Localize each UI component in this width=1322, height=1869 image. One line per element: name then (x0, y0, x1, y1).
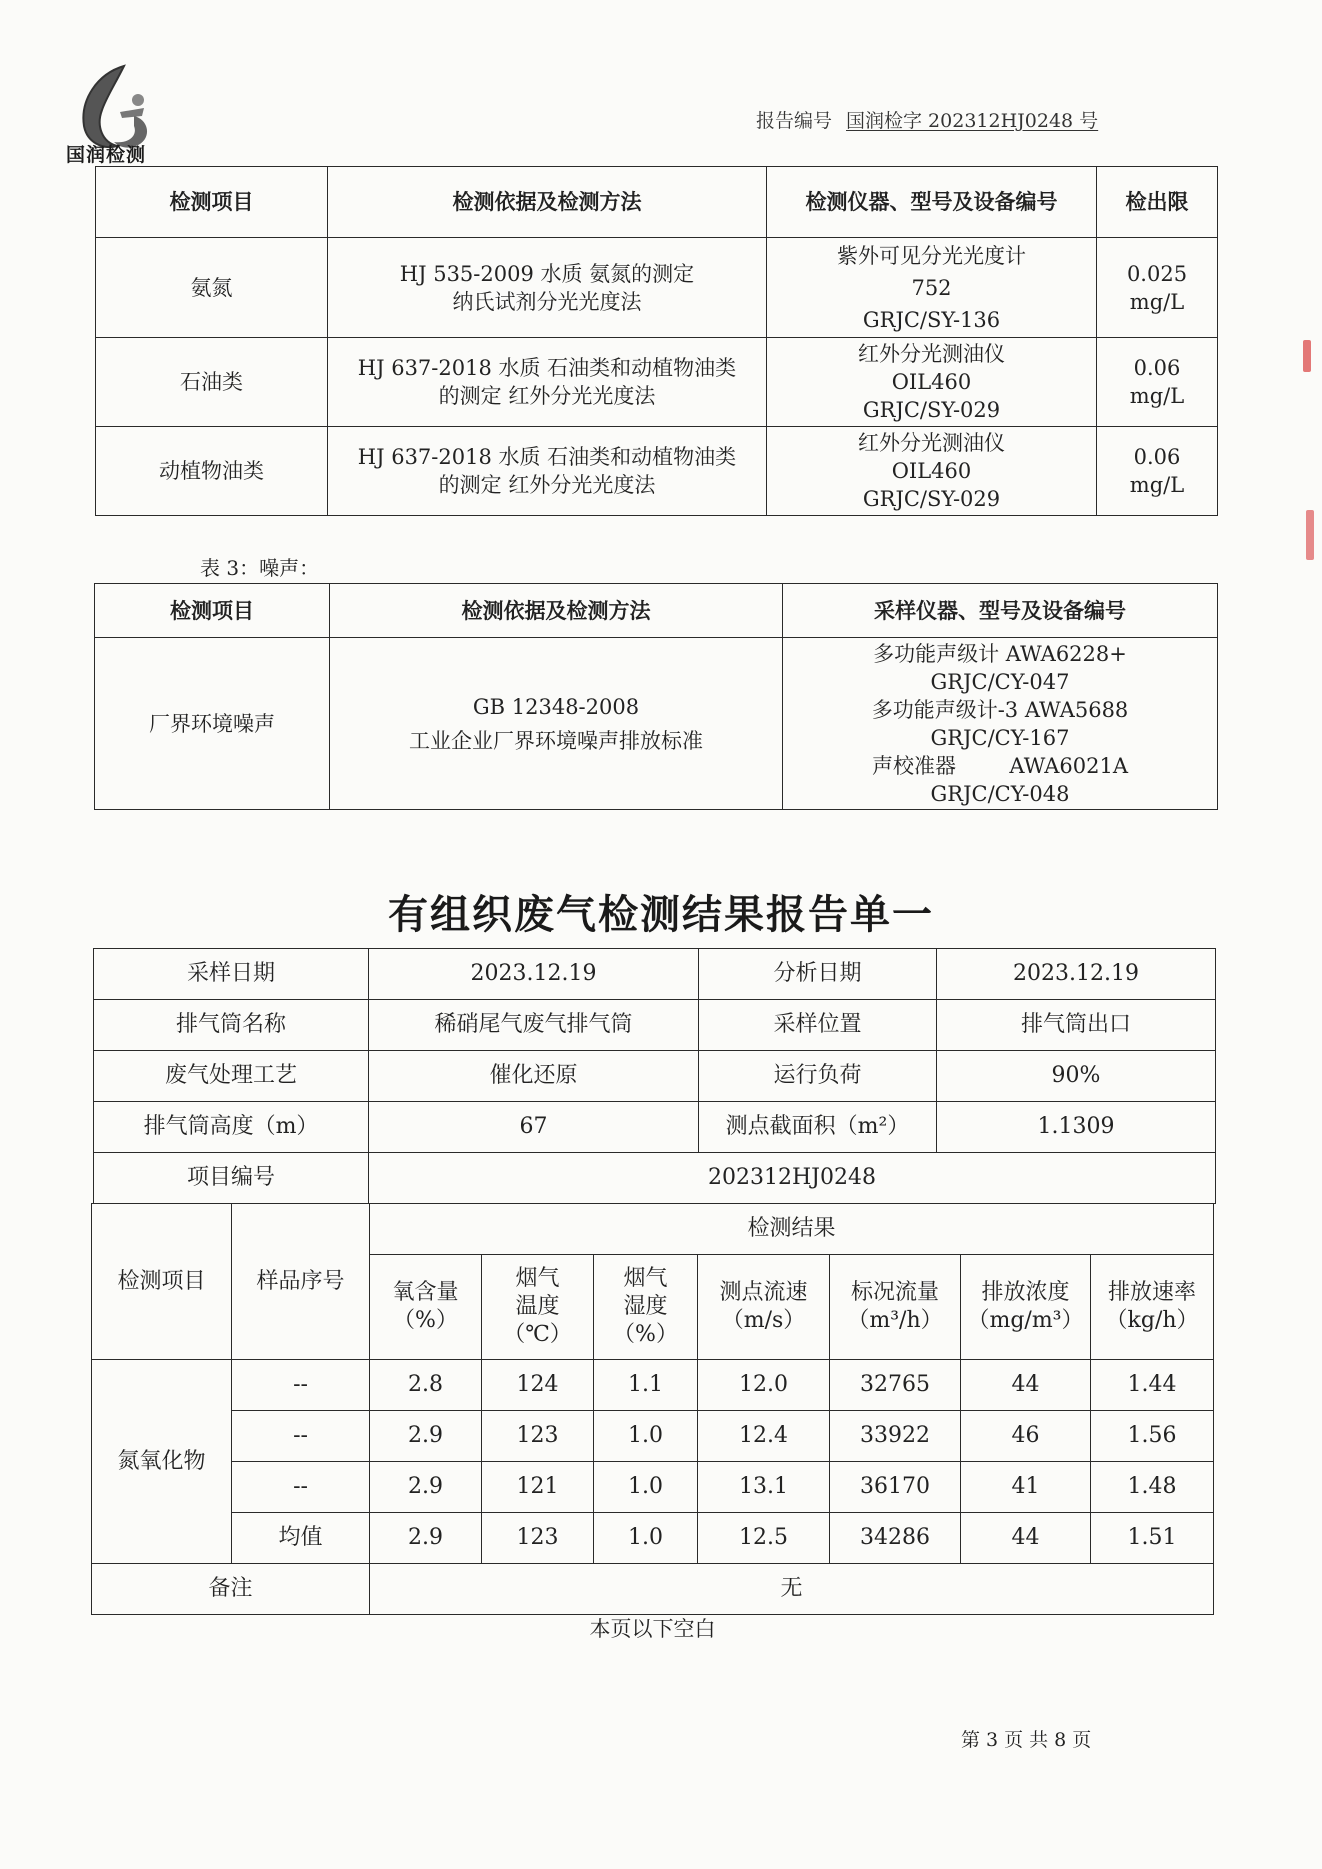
results-table (91, 1203, 1214, 1615)
section-area: 1.1309 (937, 1102, 1216, 1153)
noise-table (94, 583, 1218, 810)
header-instrument: 检测仪器、型号及设备编号 (767, 167, 1097, 238)
stack-name: 稀硝尾气废气排气筒 (369, 1000, 699, 1051)
sample-header: 样品序号 (232, 1204, 370, 1360)
col-humidity: 烟气 湿度 （%） (594, 1255, 698, 1360)
seal-edge-mark (1306, 510, 1314, 560)
info-table (93, 948, 1216, 1204)
header-method: 检测依据及检测方法 (328, 167, 767, 238)
treatment-label: 废气处理工艺 (94, 1051, 369, 1102)
company-name: 国润检测 (66, 144, 147, 166)
sampling-location: 排气筒出口 (937, 1000, 1216, 1051)
remark: 无 (370, 1564, 1214, 1615)
sampling-location-label: 采样位置 (699, 1000, 937, 1051)
header-limit: 检出限 (1097, 167, 1218, 238)
load: 90% (937, 1051, 1216, 1102)
report-number (756, 106, 1098, 133)
method-cell: GB 12348-2008 工业企业厂界环境噪声排放标准 (330, 638, 783, 810)
method-table (95, 166, 1218, 516)
table-row: 氮氧化物 -- 2.8 124 1.1 12.0 32765 44 1.44 (92, 1360, 1214, 1411)
noise-table-caption: 表 3：噪声： (200, 556, 320, 580)
stack-height: 67 (369, 1102, 699, 1153)
header-method: 检测依据及检测方法 (330, 584, 783, 638)
stack-height-label: 排气筒高度（m） (94, 1102, 369, 1153)
item-cell: 氮氧化物 (92, 1360, 232, 1564)
instrument-cell: 多功能声级计 AWA6228+ GRJC/CY-047 多功能声级计-3 AWA5688 GRJC/CY-167 声校准器 AWA6021A GRJC/CY-048 (783, 638, 1218, 810)
report-title: 有组织废气检测结果报告单一 (388, 892, 934, 938)
treatment: 催化还原 (369, 1051, 699, 1102)
item-cell: 石油类 (96, 338, 328, 427)
header-item: 检测项目 (96, 167, 328, 238)
col-temperature: 烟气 温度 （℃） (482, 1255, 594, 1360)
report-number-value: 国润检字 202312HJ0248 号 (846, 110, 1099, 132)
remark-label: 备注 (92, 1564, 370, 1615)
limit-cell: 0.025 mg/L (1097, 238, 1218, 338)
blank-note: 本页以下空白 (589, 1617, 716, 1641)
col-oxygen: 氧含量 （%） (370, 1255, 482, 1360)
analysis-date: 2023.12.19 (937, 949, 1216, 1000)
col-concentration: 排放浓度 （mg/m³） (961, 1255, 1091, 1360)
load-label: 运行负荷 (699, 1051, 937, 1102)
table-row (96, 338, 1218, 427)
page-number: 第 3 页 共 8 页 (961, 1729, 1092, 1751)
seal-edge-mark (1303, 340, 1311, 372)
table-row (96, 238, 1218, 338)
project-no: 202312HJ0248 (369, 1153, 1216, 1204)
item-cell: 厂界环境噪声 (95, 638, 330, 810)
method-cell: HJ 535-2009 水质 氨氮的测定 纳氏试剂分光光度法 (328, 238, 767, 338)
sampling-date-label: 采样日期 (94, 949, 369, 1000)
col-rate: 排放速率 （kg/h） (1091, 1255, 1214, 1360)
analysis-date-label: 分析日期 (699, 949, 937, 1000)
col-flow: 标况流量 （m³/h） (830, 1255, 961, 1360)
instrument-cell: 紫外可见分光光度计 752 GRJC/SY-136 (767, 238, 1097, 338)
header-instrument: 采样仪器、型号及设备编号 (783, 584, 1218, 638)
table-row (96, 427, 1218, 516)
project-no-label: 项目编号 (94, 1153, 369, 1204)
item-cell: 动植物油类 (96, 427, 328, 516)
table-row: -- 2.9 123 1.0 12.4 33922 46 1.56 (92, 1411, 1214, 1462)
report-number-label: 报告编号 (756, 110, 833, 132)
table-row (95, 638, 1218, 810)
results-header: 检测结果 (370, 1204, 1214, 1255)
item-header: 检测项目 (92, 1204, 232, 1360)
section-area-label: 测点截面积（m²） (699, 1102, 937, 1153)
method-cell: HJ 637-2018 水质 石油类和动植物油类 的测定 红外分光光度法 (328, 338, 767, 427)
limit-cell: 0.06 mg/L (1097, 427, 1218, 516)
table-row-mean: 均值 2.9 123 1.0 12.5 34286 44 1.51 (92, 1513, 1214, 1564)
item-cell: 氨氮 (96, 238, 328, 338)
sampling-date: 2023.12.19 (369, 949, 699, 1000)
instrument-cell: 红外分光测油仪 OIL460 GRJC/SY-029 (767, 338, 1097, 427)
table-row: -- 2.9 121 1.0 13.1 36170 41 1.48 (92, 1462, 1214, 1513)
method-cell: HJ 637-2018 水质 石油类和动植物油类 的测定 红外分光光度法 (328, 427, 767, 516)
header-item: 检测项目 (95, 584, 330, 638)
stack-name-label: 排气筒名称 (94, 1000, 369, 1051)
instrument-cell: 红外分光测油仪 OIL460 GRJC/SY-029 (767, 427, 1097, 516)
limit-cell: 0.06 mg/L (1097, 338, 1218, 427)
col-velocity: 测点流速 （m/s） (698, 1255, 830, 1360)
